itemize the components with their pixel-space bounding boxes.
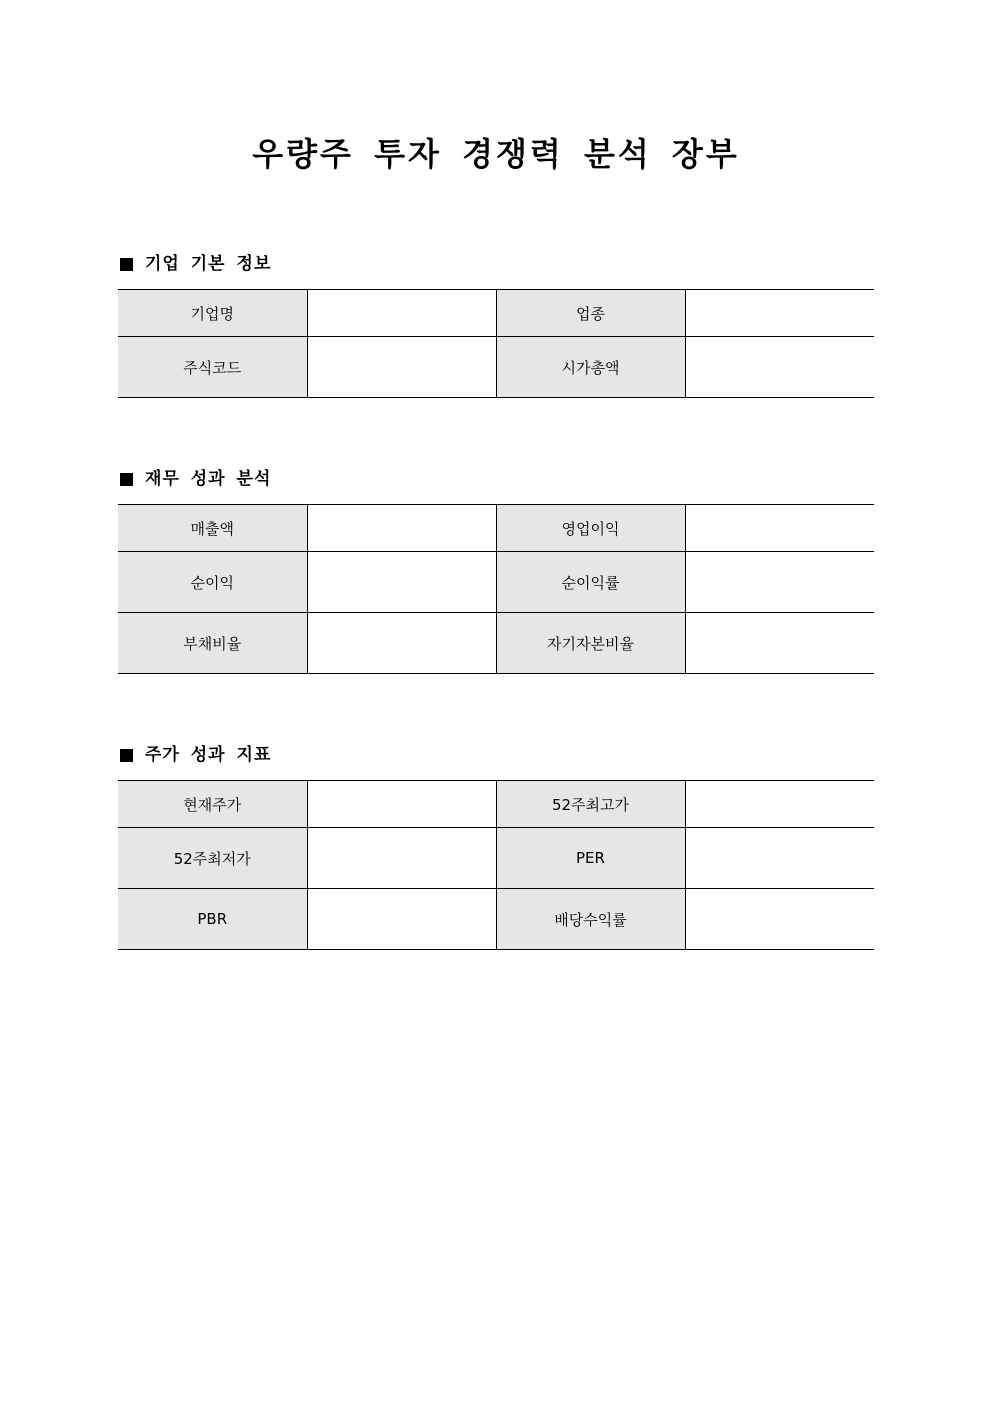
table-row	[118, 781, 874, 828]
field-label: 주식코드	[118, 337, 307, 398]
field-label: 순이익률	[496, 552, 685, 613]
field-value[interactable]	[685, 552, 874, 613]
section-stock-performance	[118, 742, 874, 950]
stock-metrics-table	[118, 780, 874, 950]
table-row	[118, 337, 874, 398]
section-heading-text: 재무 성과 분석	[145, 469, 272, 489]
field-value[interactable]	[307, 505, 496, 552]
field-label: 52주최고가	[496, 781, 685, 828]
section-heading-text: 주가 성과 지표	[145, 745, 272, 765]
field-value[interactable]	[685, 337, 874, 398]
field-value[interactable]	[307, 290, 496, 337]
section-financial-performance	[118, 466, 874, 674]
field-value[interactable]	[307, 889, 496, 950]
section-heading-text: 기업 기본 정보	[145, 254, 272, 274]
field-value[interactable]	[307, 613, 496, 674]
field-label: PER	[496, 828, 685, 889]
field-label: 업종	[496, 290, 685, 337]
field-label: 순이익	[118, 552, 307, 613]
table-row	[118, 828, 874, 889]
field-label: PBR	[118, 889, 307, 950]
financial-table	[118, 504, 874, 674]
table-row	[118, 889, 874, 950]
section-heading	[118, 742, 874, 768]
company-info-table	[118, 289, 874, 398]
section-company-basic-info	[118, 251, 874, 398]
square-bullet-icon	[120, 258, 133, 271]
square-bullet-icon	[120, 749, 133, 762]
field-value[interactable]	[685, 828, 874, 889]
field-label: 현재주가	[118, 781, 307, 828]
field-value[interactable]	[307, 552, 496, 613]
field-value[interactable]	[307, 337, 496, 398]
field-value[interactable]	[685, 781, 874, 828]
section-heading	[118, 251, 874, 277]
table-row	[118, 290, 874, 337]
field-label: 시가총액	[496, 337, 685, 398]
field-label: 배당수익률	[496, 889, 685, 950]
field-value[interactable]	[307, 828, 496, 889]
table-row	[118, 552, 874, 613]
field-value[interactable]	[685, 290, 874, 337]
document-title: 우량주 투자 경쟁력 분석 장부	[252, 135, 740, 173]
square-bullet-icon	[120, 473, 133, 486]
section-heading	[118, 466, 874, 492]
field-label: 기업명	[118, 290, 307, 337]
field-value[interactable]	[685, 505, 874, 552]
table-row	[118, 505, 874, 552]
field-value[interactable]	[685, 889, 874, 950]
field-value[interactable]	[685, 613, 874, 674]
field-label: 52주최저가	[118, 828, 307, 889]
field-label: 부채비율	[118, 613, 307, 674]
table-row	[118, 613, 874, 674]
field-label: 영업이익	[496, 505, 685, 552]
field-label: 자기자본비율	[496, 613, 685, 674]
field-label: 매출액	[118, 505, 307, 552]
field-value[interactable]	[307, 781, 496, 828]
